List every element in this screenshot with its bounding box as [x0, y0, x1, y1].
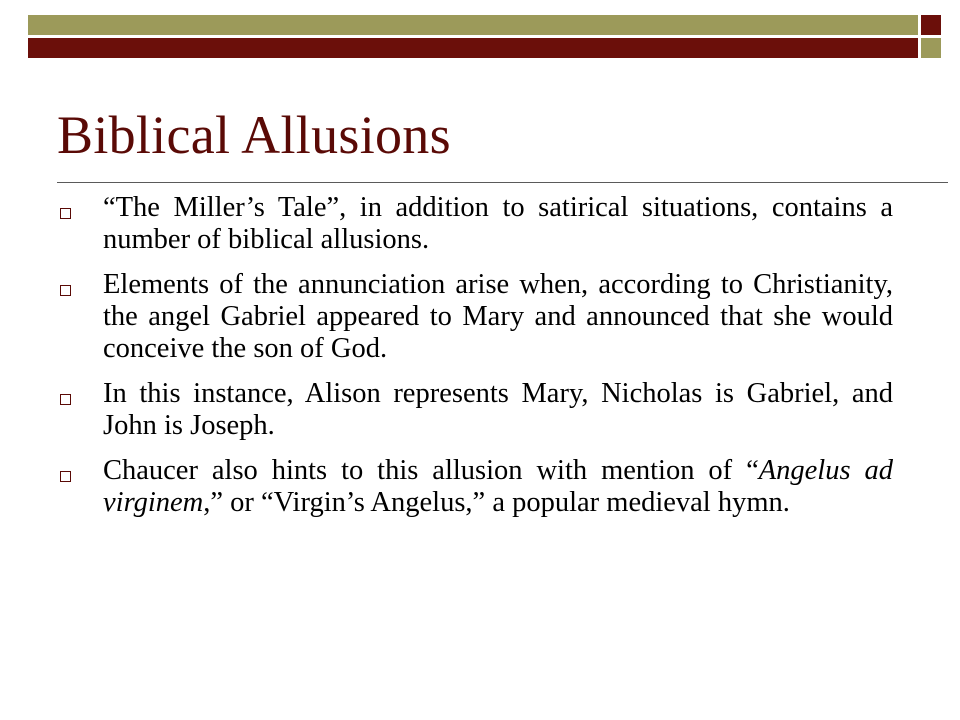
top-olive-square	[921, 38, 941, 58]
hollow-square-bullet-icon	[60, 285, 71, 296]
bullet-item	[60, 192, 900, 256]
title-divider	[57, 182, 948, 183]
bullet-item	[60, 455, 900, 519]
bullet-text-before: Chaucer also hints to this allusion with mention of “	[103, 455, 759, 486]
slide-title: Biblical Allusions	[57, 105, 451, 165]
bullet-text-after: ,” or “Virgin’s Angelus,” a popular medieval hymn.	[203, 487, 790, 518]
hymn-title-italic: Angelus ad virginem	[103, 455, 894, 518]
hollow-square-bullet-icon	[60, 394, 71, 405]
bullet-item	[60, 269, 900, 365]
top-maroon-square	[921, 15, 941, 35]
hollow-square-bullet-icon	[60, 471, 71, 482]
top-maroon-bar	[28, 38, 918, 58]
bullet-text: “The Miller’s Tale”, in addition to satirical situations, contains a number of biblical allusions.	[103, 192, 893, 255]
bullet-text: In this instance, Alison represents Mary, Nicholas is Gabriel, and John is Joseph.	[103, 378, 893, 441]
bullet-item	[60, 378, 900, 442]
bullet-list	[60, 192, 900, 532]
bullet-text	[103, 455, 893, 519]
bullet-text: Elements of the annunciation arise when, according to Christianity, the angel Gabriel appeared to Mary and announced that she would conceive the son of God.	[103, 269, 893, 364]
hollow-square-bullet-icon	[60, 208, 71, 219]
top-olive-bar	[28, 15, 918, 35]
